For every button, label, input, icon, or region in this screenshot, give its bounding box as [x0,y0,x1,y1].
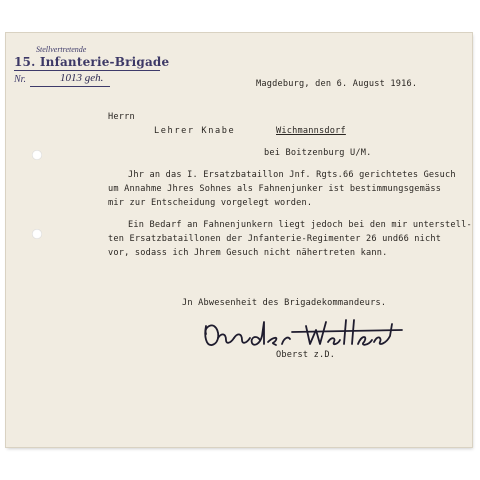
punch-hole-bottom [32,229,42,239]
stamp-number-handwritten: 1013 geh. [60,72,104,84]
body-line: Jhr an das I. Ersatzbataillon Jnf. Rgts.66 gerichtetes Gesuch [128,170,456,180]
body-line: mir zur Entscheidung vorgelegt worden. [108,198,313,208]
signer-title: Oberst z.D. [276,350,336,360]
stamp-divider [14,70,160,71]
body-line: Ein Bedarf an Fahnenjunkern liegt jedoch bei den mir unterstell- [128,220,472,230]
stamp-top-line: Stellvertretende [36,45,87,54]
body-line: vor, sodass ich Jhrem Gesuch nicht nähertreten kann. [108,248,388,258]
stamp-number-prefix: Nr. [14,74,26,85]
stamp-brigade-name: 15. Infanterie-Brigade [14,55,170,69]
address-town: Wichmannsdorf [276,126,346,136]
closing-line: Jn Abwesenheit des Brigadekommandeurs. [182,298,387,308]
address-region: bei Boitzenburg U/M. [264,148,372,158]
stamp-number-underline [30,86,110,87]
body-line: um Annahme Jhres Sohnes als Fahnenjunker ist bestimmungsgemäss [108,184,442,194]
date-line: Magdeburg, den 6. August 1916. [256,79,418,89]
address-name: Lehrer Knabe [154,126,236,136]
body-line: ten Ersatzbataillonen der Jnfanterie-Regimenter 26 und66 nicht [108,234,442,244]
handwritten-signature [196,312,416,354]
address-salutation: Herrn [108,112,135,122]
punch-hole-top [32,150,42,160]
